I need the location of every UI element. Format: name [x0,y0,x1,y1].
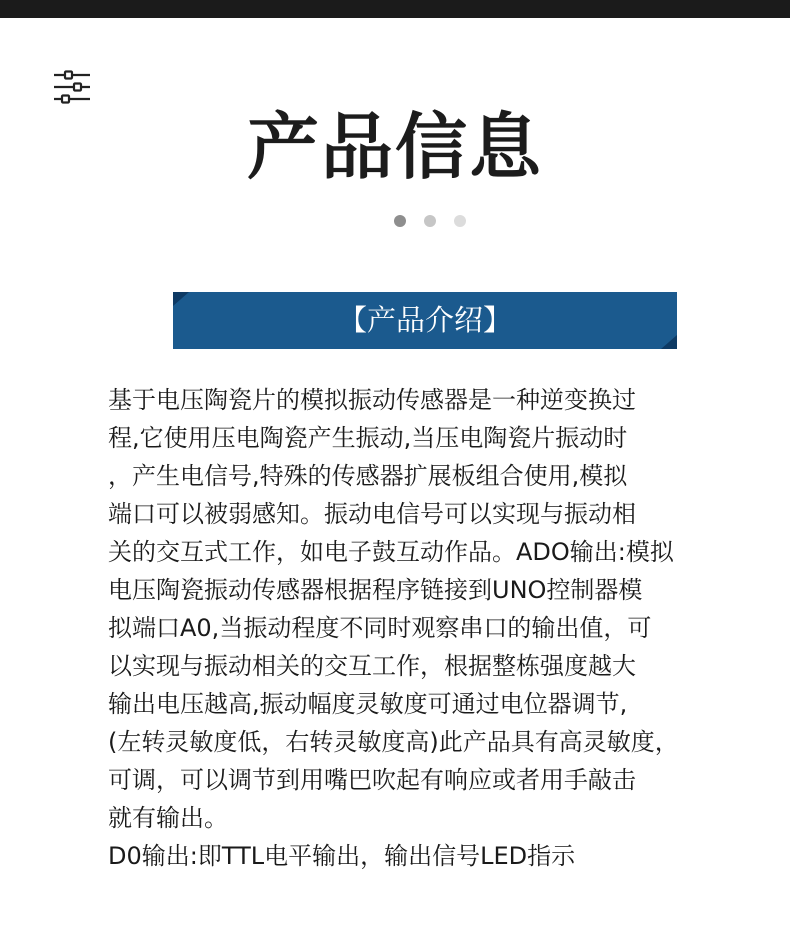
description-line: 电压陶瓷振动传感器根据程序链接到UNO控制器模 [108,576,643,604]
description-line: 可调，可以调节到用嘴巴吹起有响应或者用手敲击 [108,766,636,794]
description-line: 程,它使用压电陶瓷产生振动,当压电陶瓷片振动时 [108,424,628,452]
pager-dot[interactable] [454,215,466,227]
pager-dot[interactable] [424,215,436,227]
description-line: 关的交互式工作，如电子鼓互动作品。ADO输出:模拟 [108,538,674,566]
description-line: 输出电压越高,振动幅度灵敏度可通过电位器调节, [108,690,628,718]
page-title: 产品信息 [246,105,543,189]
description-line: ，产生电信号,特殊的传感器扩展板组合使用,模拟 [108,462,628,490]
section-title: 【产品介绍】 [337,303,512,337]
pager-dots [394,215,474,229]
sliders-icon[interactable] [54,70,90,104]
pager-dot[interactable] [394,215,406,227]
description-line: 端口可以被弱感知。振动电信号可以实现与振动相 [108,500,636,528]
description-line: (左转灵敏度低，右转灵敏度高)此产品具有高灵敏度， [108,728,679,756]
description-line: 基于电压陶瓷片的模拟振动传感器是一种逆变换过 [108,386,636,414]
description-line: D0输出:即TTL电平输出，输出信号LED指示 [108,842,576,870]
description-line: 就有输出。 [108,804,228,832]
description-line: 拟端口A0,当振动程度不同时观察串口的输出值，可 [108,614,652,642]
description-line: 以实现与振动相关的交互工作，根据整栋强度越大 [108,652,636,680]
product-description [108,381,758,875]
top-bar [0,0,790,18]
